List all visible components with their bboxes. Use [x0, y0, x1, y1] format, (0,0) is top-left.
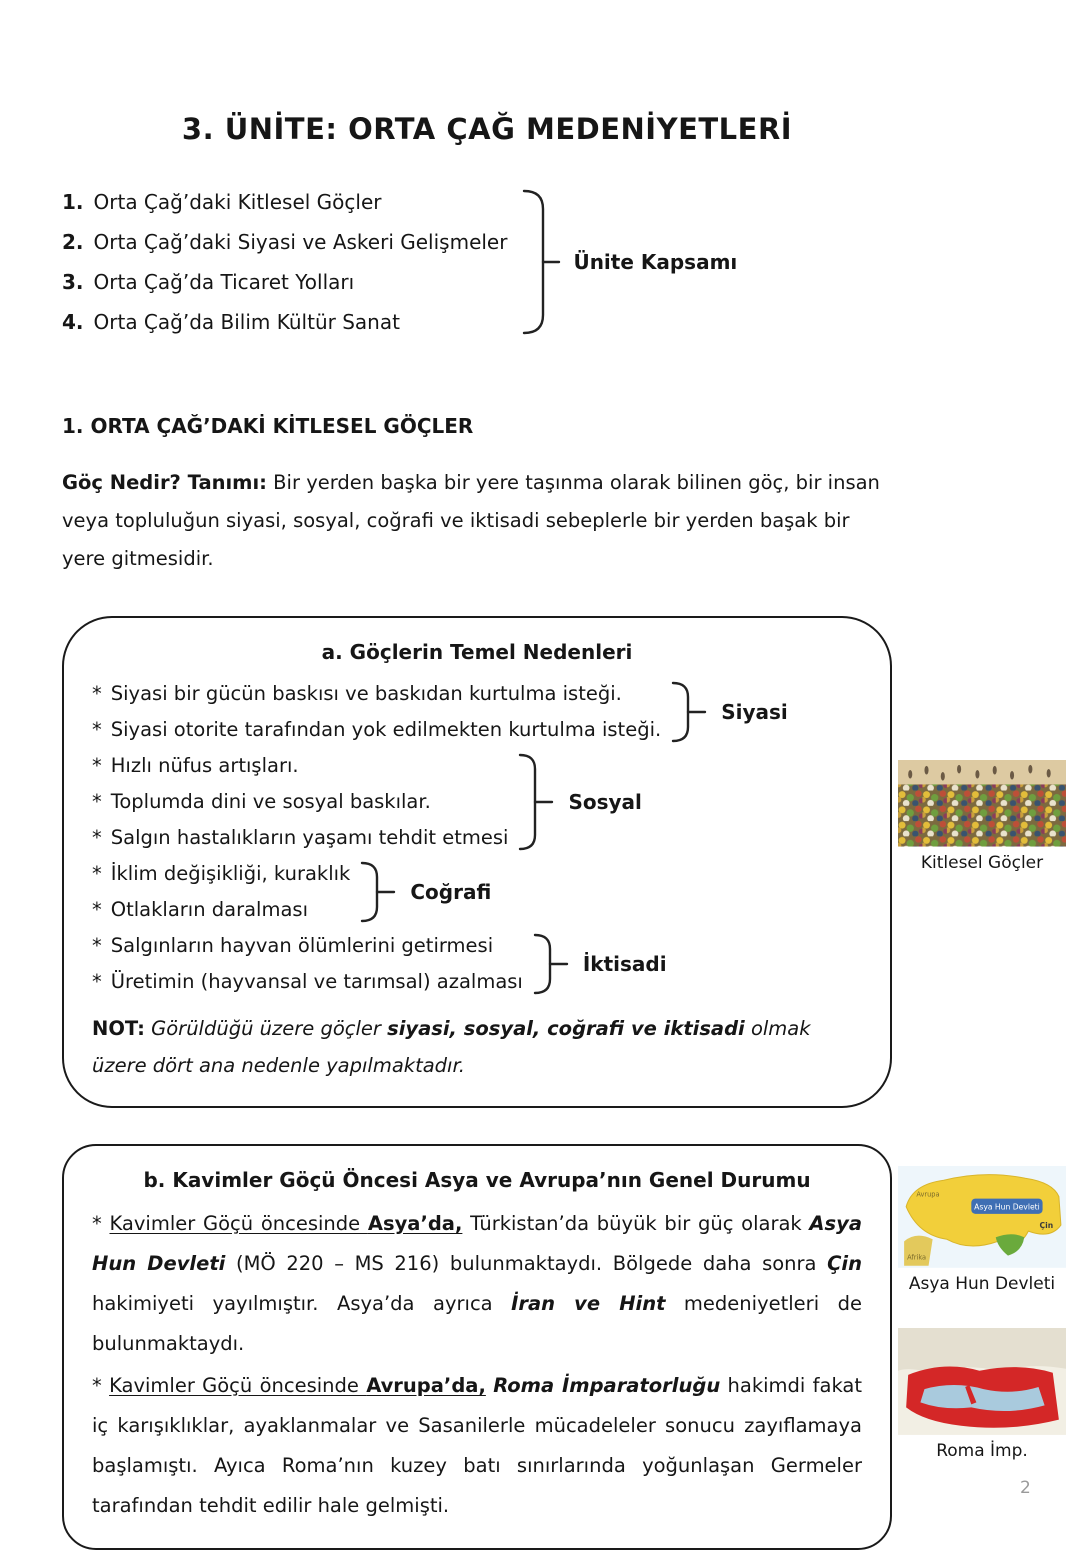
asya-hun-figure: [898, 1166, 1066, 1294]
bullet-star: *: [92, 754, 102, 777]
bullet-line: [92, 712, 661, 748]
cause-label-iktisadi: İktisadi: [582, 952, 667, 976]
unit-scope-list: [62, 182, 892, 342]
note-part2: olmak üzere dört ana nedenle yapılmaktadır.: [92, 1017, 811, 1077]
roma-empire-figure: [898, 1328, 1066, 1461]
pre-migration-box-title: b. Kavimler Göçü Öncesi Asya ve Avrupa’nın Genel Durumu: [143, 1168, 811, 1192]
cause-group-sosyal: [92, 748, 862, 856]
bullet-line: [92, 748, 508, 784]
text-segment: Asya Hun Devleti: [92, 1212, 862, 1275]
unit-items: [62, 182, 507, 342]
unit-scope-brace-icon: [521, 187, 561, 337]
note-label: NOT:: [92, 1017, 145, 1040]
unit-item-text: Orta Çağ’daki Kitlesel Göçler: [93, 190, 382, 214]
unit-item-4: [62, 302, 507, 342]
text-segment: Asya’da,: [367, 1212, 463, 1235]
europe-paragraph: [92, 1366, 862, 1526]
bullet-text: Salgınların hayvan ölümlerini getirmesi: [110, 934, 494, 957]
unit-item-text: Orta Çağ’da Ticaret Yolları: [93, 270, 355, 294]
bullet-star: *: [92, 970, 102, 993]
roma-empire-map-image: [898, 1328, 1066, 1435]
bullet-line: [92, 856, 350, 892]
bullet-star: *: [92, 682, 102, 705]
text-segment: Türkistan’da büyük bir güç olarak: [462, 1212, 810, 1235]
map-label-avrupa: Avrupa: [916, 1190, 940, 1199]
bullet-star: *: [92, 862, 102, 885]
map-label-afrika: Afrika: [907, 1253, 927, 1262]
bullet-text: Hızlı nüfus artışları.: [110, 754, 299, 777]
bullet-star: *: [92, 826, 102, 849]
bullet-text: İklim değişikliği, kuraklık: [110, 862, 351, 885]
cografi-brace-icon: [360, 860, 396, 924]
unit-item-number: 2.: [62, 230, 84, 254]
bullet-line: [92, 892, 350, 928]
bullet-text: Toplumda dini ve sosyal baskılar.: [110, 790, 431, 813]
kitlesel-gocler-image: [898, 760, 1066, 847]
unit-item-text: Orta Çağ’da Bilim Kültür Sanat: [93, 310, 400, 334]
kitlesel-gocler-caption: Kitlesel Göçler: [920, 852, 1044, 873]
note-bold: siyasi, sosyal, coğrafi ve iktisadi: [387, 1017, 745, 1040]
page-number: 2: [1020, 1478, 1031, 1498]
bullet-text: Üretimin (hayvansal ve tarımsal) azalması: [110, 970, 523, 993]
unit-item-3: [62, 262, 507, 302]
unit-item-number: 1.: [62, 190, 84, 214]
text-segment: Kavimler Göçü öncesinde: [109, 1212, 368, 1235]
text-segment: Çin: [827, 1252, 862, 1275]
bullet-star: *: [92, 898, 102, 921]
migration-definition: [62, 464, 892, 578]
bullet-line: [92, 676, 661, 712]
asya-hun-caption: Asya Hun Devleti: [908, 1273, 1056, 1294]
iktisadi-brace-icon: [533, 932, 569, 996]
text-segment: *: [92, 1212, 110, 1235]
text-segment: *: [92, 1374, 110, 1397]
roma-empire-caption: Roma İmp.: [936, 1440, 1028, 1461]
section-heading: 1. ORTA ÇAĞ’DAKİ KİTLESEL GÖÇLER: [62, 414, 474, 438]
bullet-text: Otlakların daralması: [110, 898, 308, 921]
cause-group-cografi: [92, 856, 862, 928]
cause-lines: [92, 928, 523, 1000]
cause-label-cografi: Coğrafi: [410, 880, 492, 904]
text-segment: hakimiyeti yayılmıştır. Asya’da ayrıca: [92, 1292, 512, 1315]
text-segment: hakimdi fakat iç karışıklıklar, ayaklanmalar ve Sasanilerle mücadeleler sonucu zayıflamaya başlamıştı. Ayıca Roma’nın kuzey batı sınırlarında yoğunlaşan Germeler tarafından tehdit edilir hale gelmişti.: [92, 1374, 862, 1517]
unit-item-number: 3.: [62, 270, 84, 294]
definition-body: Bir yerden başka bir yere taşınma olarak bilinen göç, bir insan veya topluluğun siyasi, sosyal, coğrafi ve iktisadi sebeplerle bir yerden başak bir yere gitmesidir.: [62, 471, 880, 570]
bullet-star: *: [92, 934, 102, 957]
bullet-text: Siyasi bir gücün baskısı ve baskıdan kurtulma isteği.: [110, 682, 622, 705]
cause-lines: [92, 676, 661, 748]
bullet-star: *: [92, 790, 102, 813]
siyasi-brace-icon: [671, 680, 707, 744]
cause-lines: [92, 748, 508, 856]
pre-migration-box: [62, 1144, 892, 1550]
bullet-line: [92, 964, 523, 1000]
causes-box-title: a. Göçlerin Temel Nedenleri: [321, 640, 633, 664]
text-segment: İran ve Hint: [511, 1292, 666, 1315]
definition-lead: Göç Nedir? Tanımı:: [62, 471, 267, 494]
text-segment: Kavimler Göçü öncesinde: [109, 1374, 367, 1397]
bullet-star: *: [92, 718, 102, 741]
causes-note: [92, 1010, 862, 1084]
map-label-asya-hun: Asya Hun Devleti: [974, 1202, 1040, 1212]
cause-lines: [92, 856, 350, 928]
asya-hun-map-image: [898, 1166, 1066, 1268]
bullet-text: Salgın hastalıkların yaşamı tehdit etmesi: [110, 826, 509, 849]
text-segment: medeniyetleri de bulunmaktaydı.: [92, 1292, 863, 1355]
unit-item-text: Orta Çağ’daki Siyasi ve Askeri Gelişmeler: [93, 230, 508, 254]
text-segment: Roma İmparatorluğu: [493, 1374, 721, 1397]
note-part1: Görüldüğü üzere göçler: [144, 1017, 388, 1040]
bullet-line: [92, 784, 508, 820]
kitlesel-gocler-figure: [898, 760, 1066, 873]
cause-label-siyasi: Siyasi: [721, 700, 788, 724]
asia-paragraph: [92, 1204, 862, 1364]
unit-scope-label: Ünite Kapsamı: [573, 250, 738, 274]
cause-group-iktisadi: [92, 928, 862, 1000]
causes-box: [62, 616, 892, 1108]
bullet-text: Siyasi otorite tarafından yok edilmekten kurtulma isteği.: [110, 718, 662, 741]
bullet-line: [92, 820, 508, 856]
cause-group-siyasi: [92, 676, 862, 748]
unit-item-1: [62, 182, 507, 222]
main-column: [62, 0, 892, 1550]
unit-item-number: 4.: [62, 310, 84, 334]
bullet-line: [92, 928, 523, 964]
sosyal-brace-icon: [518, 752, 554, 852]
text-segment: Avrupa’da,: [366, 1374, 486, 1397]
cause-label-sosyal: Sosyal: [568, 790, 642, 814]
page-title: 3. ÜNİTE: ORTA ÇAĞ MEDENİYETLERİ: [181, 112, 793, 146]
unit-item-2: [62, 222, 507, 262]
map-label-cin: Çin: [1039, 1221, 1054, 1231]
text-segment: (MÖ 220 – MS 216) bulunmaktaydı. Bölgede daha sonra: [225, 1252, 828, 1275]
